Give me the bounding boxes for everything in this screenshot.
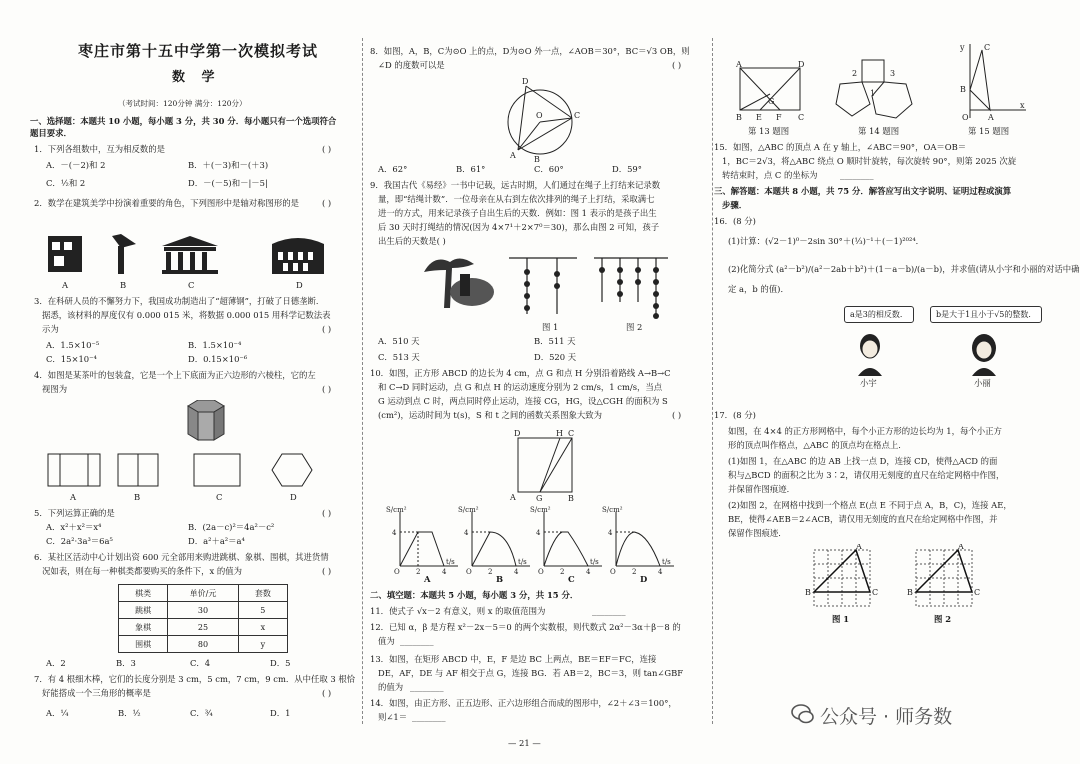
q6-line-1: 6．某社区活动中心计划出资 600 元全部用来购进跳棋、象棋、围棋，其进货情 (34, 552, 329, 562)
q2-label-a: A (62, 280, 69, 290)
q16-part-2: (2)化简分式 (a²－b²)/(a²－2ab＋b²)＋(1－a－b)/(a－b)，并求值(请从小宇和小丽的对话中确 (728, 264, 1080, 274)
q10-line-1: 10．如图，正方形 ABCD 的边长为 4 cm，点 G 和点 H 分别沿着路线 A→B→C (370, 368, 671, 378)
q17-fig2-caption: 图 2 (934, 614, 952, 624)
q14-line-2: 则∠1＝ (378, 712, 408, 722)
column-divider (362, 38, 363, 724)
axis-label: t/s (518, 558, 527, 566)
q14-figure-caption: 第 14 题图 (858, 126, 900, 136)
q9-line-3: 进一的方式，用来记录孩子自出生后的天数．例如：图 1 表示的是孩子出生 (378, 208, 657, 218)
q5-paren: ( ) (322, 508, 332, 518)
q3-line-1: 3．在科研人员的不懈努力下，我国成功制造出了“超薄钢”，打破了日德垄断． (34, 296, 325, 306)
q7-option-a: A．¼ (46, 708, 69, 718)
q15-figure-caption: 第 15 题图 (968, 126, 1010, 136)
subject-title: 数 学 (172, 70, 221, 85)
point-label: F (776, 113, 782, 122)
section3-heading-2: 步骤． (722, 200, 748, 210)
axis-label: S/cm² (386, 506, 407, 514)
point-label: A (856, 544, 862, 551)
tick-label: 4 (658, 568, 663, 576)
speech-bubble-xiaoyu: a是3的相反数． (844, 306, 914, 323)
q17-grid-figure-2 (904, 544, 986, 614)
tick-label: 2 (488, 568, 493, 576)
q9-line-4: 后 30 天时打绳结的情况(因为 4×7¹＋2×7⁰＝30)，那么由图 2 可知，孩子 (378, 222, 660, 232)
temple-icon (162, 236, 218, 274)
q17-grid-figure-1 (802, 544, 884, 614)
q15-line-1: 15．如图，△ABC 的顶点 A 在 y 轴上，∠ABC＝90°，OA＝OB＝ (714, 142, 967, 152)
girl-avatar (966, 332, 1002, 376)
q9-line-1: 9．我国古代《易经》一书中记载，远古时期，人们通过在绳子上打结来记录数 (370, 180, 661, 190)
q11-blank[interactable]: ________ (592, 606, 626, 616)
building-a-icon (48, 236, 82, 272)
q16-part-1: (1)计算：(√2－1)⁰－2sin 30°＋(⅓)⁻¹＋(－1)²⁰²⁴． (728, 236, 925, 246)
colosseum-icon (272, 238, 324, 274)
q2-stem: 2．数学在建筑美学中扮演着重要的角色，下列图形中是轴对称图形的是 (34, 198, 299, 208)
q7-line-2: 好能搭成一个三角形的概率是 (42, 688, 151, 698)
q13-line-1: 13．如图，在矩形 ABCD 中，E，F 是边 BC 上两点，BE＝EF＝FC，连接 (370, 654, 657, 664)
q4-line-2: 视图为 (42, 384, 68, 394)
q10-graph-b (456, 506, 536, 576)
knot-rope-figure-2 (592, 252, 672, 324)
q3-option-d: D．0.15×10⁻⁶ (188, 354, 248, 364)
point-label: G (536, 494, 543, 502)
table-cell: y (238, 636, 287, 653)
q17-line-4: 积与△BCD 的面积之比为 3∶2，请仅用无刻度的直尺在给定网格中作图， (728, 470, 1005, 480)
table-header: 套数 (238, 585, 287, 602)
q3-line-2: 据悉，该材料的厚度仅有 0.000 015 米，将数据 0.000 015 用科学记数法表 (42, 310, 331, 320)
q16-part-2-cont: 定 a，b 的值)． (728, 284, 789, 294)
q17-line-6: (2)如图 2，在网格中找到一个格点 E(点 E 不同于点 A，B，C)，连接 AE， (728, 500, 1012, 510)
q6-option-d: D．5 (270, 658, 291, 668)
point-label: C (872, 588, 879, 597)
point-label: G (768, 97, 775, 106)
tick-label: O (394, 568, 400, 576)
q14-line-1: 14．如图，由正方形、正五边形、正六边形组合而成的图形中，∠2＋∠3＝100°， (370, 698, 677, 708)
point-label: B (907, 588, 913, 597)
point-label: C (984, 43, 991, 52)
point-label: O (536, 111, 543, 120)
axis-label: S/cm² (602, 506, 623, 514)
knot-rope-figure-1 (505, 252, 585, 322)
q10-square-figure (506, 426, 586, 502)
point-label: B (568, 494, 574, 502)
axis-label: S/cm² (530, 506, 551, 514)
q1-option-a: A．－(－2)和 2 (46, 160, 106, 170)
q5-option-b: B．(2a－c)²＝4a²－c² (188, 522, 275, 532)
q8-line-1: 8．如图，A，B，C为⊙O 上的点，D为⊙O 外一点，∠AOB＝30°，BC＝√3 OB，则 (370, 46, 690, 56)
point-label: B (805, 588, 811, 597)
q1-option-b: B．＋(－3)和－(＋3) (188, 160, 269, 170)
q6-paren: ( ) (322, 566, 332, 576)
q8-option-d: D．59° (612, 164, 642, 174)
axis-label: x (1020, 101, 1025, 110)
point-label: A (736, 60, 742, 69)
q3-option-c: C．15×10⁻⁴ (46, 354, 97, 364)
q8-paren: ( ) (672, 60, 682, 70)
q9-fig1-caption: 图 1 (542, 322, 559, 332)
q9-option-c: C．513 天 (378, 352, 420, 362)
q3-option-b: B．1.5×10⁻⁴ (188, 340, 242, 350)
q13-line-3: 的值为 (378, 682, 404, 692)
table-row (119, 636, 288, 653)
table-cell: 80 (168, 636, 238, 653)
q17-fig1-caption: 图 1 (832, 614, 850, 624)
q13-figure-caption: 第 13 题图 (748, 126, 790, 136)
section2-heading: 二、填空题：本题共 5 小题，每小题 3 分，共 15 分． (370, 590, 579, 600)
q5-option-a: A．x²＋x²＝x⁴ (46, 522, 102, 532)
table-header: 棋类 (119, 585, 168, 602)
q5-option-c: C．2a²·3a³＝6a⁵ (46, 536, 113, 546)
page-title: 枣庄市第十五中学第一次模拟考试 (78, 42, 319, 60)
q10-label-b: B (496, 574, 504, 584)
q9-option-b: B．511 天 (534, 336, 576, 346)
point-label: C (974, 588, 981, 597)
q15-line-2: 1，BC＝2√3，将△ABC 绕点 O 顺时针旋转，每次旋转 90°，则第 2025 次旋 (722, 156, 1017, 166)
q17-line-7: BE，使得∠AEB＝2∠ACB，请仅用无刻度的直尺在给定网格中作图，并 (728, 514, 998, 524)
section1-heading-2: 题目要求． (30, 128, 72, 138)
q10-paren: ( ) (672, 410, 682, 420)
exam-meta: （考试时间：120分钟 满分：120分） (118, 99, 247, 108)
tick-label: 4 (464, 529, 469, 537)
q10-label-c: C (568, 574, 575, 584)
tick-label: 4 (514, 568, 519, 576)
q17-line-3: (1)如图 1，在△ABC 的边 AB 上找一点 D，连接 CD，使得△ACD 的面 (728, 456, 998, 466)
table-cell: x (238, 619, 287, 636)
q4-line-1: 4．如图是某茶叶的包装盒，它是一个上下底面为正六边形的六棱柱，它的左 (34, 370, 316, 380)
q9-line-5: 出生后的天数是( ) (378, 236, 446, 246)
table-cell: 围棋 (119, 636, 168, 653)
name-xiaoyu: 小宇 (860, 378, 877, 388)
q10-graph-a (384, 506, 464, 576)
q10-label-a: A (424, 574, 431, 584)
q1-paren: ( ) (322, 144, 332, 154)
q10-graph-d (600, 506, 680, 576)
point-label: C (574, 111, 581, 120)
point-label: O (962, 113, 969, 122)
point-label: 3 (890, 69, 896, 78)
table-cell: 象棋 (119, 619, 168, 636)
section3-heading: 三、解答题：本题共 8 小题，共 75 分．解答应写出文字说明、证明过程或演算 (714, 186, 1012, 196)
point-label: C (568, 429, 575, 438)
q4-label-a: A (70, 492, 77, 502)
q8-line-2: ∠D 的度数可以是 (378, 60, 445, 70)
table-row (119, 585, 288, 602)
q4-label-b: B (134, 492, 141, 502)
tick-label: 4 (586, 568, 591, 576)
tick-label: 2 (560, 568, 565, 576)
q14-blank[interactable]: ________ (412, 712, 446, 722)
name-xiaoli: 小丽 (974, 378, 991, 388)
tick-label: O (466, 568, 472, 576)
q9-option-a: A．510 天 (378, 336, 420, 346)
q13-line-2: DE，AF，DE 与 AF 相交于点 G，连接 BG．若 AB＝2，BC＝3，则 tan∠GBF (378, 668, 684, 678)
q7-option-b: B．½ (118, 708, 141, 718)
wechat-icon (790, 702, 816, 726)
axis-label: t/s (662, 558, 671, 566)
q10-line-4: (cm²)，运动时间为 t(s)，S 和 t 之间的函数关系图象大致为 (378, 410, 602, 420)
q12-line-1: 12．已知 α，β 是方程 x²－2x－5＝0 的两个实数根，则代数式 2α²－3α＋β－8 的 (370, 622, 681, 632)
point-label: A (988, 113, 994, 122)
q3-paren: ( ) (322, 324, 332, 334)
tick-label: O (610, 568, 616, 576)
q8-option-c: C．60° (534, 164, 564, 174)
q6-table (118, 584, 288, 653)
tick-label: 2 (416, 568, 421, 576)
windmill-icon (106, 234, 136, 274)
q8-option-a: A．62° (378, 164, 408, 174)
q1-option-d: D．－(－5)和－|－5| (188, 178, 268, 188)
q8-option-b: B．61° (456, 164, 486, 174)
q17-line-8: 保留作图痕迹． (728, 528, 787, 538)
speech-bubble-xiaoli: b是大于1且小于√5的整数． (930, 306, 1042, 323)
tick-label: 4 (536, 529, 541, 537)
tick-label: 4 (608, 529, 613, 537)
q4-label-d: D (290, 492, 297, 502)
table-cell: 25 (168, 619, 238, 636)
q15-blank[interactable]: ________ (840, 170, 874, 180)
point-label: A (510, 493, 516, 502)
q6-option-b: B．3 (116, 658, 136, 668)
watermark-text: 公众号 · 师务数 (820, 706, 953, 728)
q12-blank[interactable]: ________ (400, 636, 434, 646)
point-label: E (756, 113, 762, 122)
q2-label-c: C (188, 280, 195, 290)
table-row (119, 602, 288, 619)
point-label: A (510, 151, 516, 160)
point-label: B (960, 85, 966, 94)
q9-line-2: 量，即“结绳计数”．一位母亲在从右到左依次排列的绳子上打结，采取满七 (378, 194, 655, 204)
q17-line-5: 并保留作图痕迹． (728, 484, 795, 494)
point-label: D (798, 60, 805, 69)
point-label: 1 (870, 89, 876, 98)
point-label: A (958, 544, 964, 551)
point-label: 2 (852, 69, 858, 78)
hexagonal-prism-figure (180, 400, 230, 444)
q2-building-figures (40, 230, 330, 278)
q4-paren: ( ) (322, 384, 332, 394)
q7-paren: ( ) (322, 688, 332, 698)
tick-label: 4 (442, 568, 447, 576)
q12-line-2: 值为 (378, 636, 395, 646)
q11-line-1: 11．使式子 √x－2 有意义，则 x 的取值范围为 (370, 606, 546, 616)
table-header: 单价/元 (168, 585, 238, 602)
axis-label: y (960, 43, 965, 52)
table-cell: 跳棋 (119, 602, 168, 619)
point-label: D (514, 429, 521, 438)
q17-heading: 17．(8 分) (714, 410, 756, 420)
q6-option-a: A．2 (46, 658, 66, 668)
q1-stem: 1．下列各组数中，互为相反数的是 (34, 144, 165, 154)
q5-stem: 5．下列运算正确的是 (34, 508, 115, 518)
page-number: — 21 — (508, 738, 541, 748)
q15-line-3: 转结束时，点 C 的坐标为 (722, 170, 818, 180)
q9-option-d: D．520 天 (534, 352, 577, 362)
table-cell: 5 (238, 602, 287, 619)
q13-blank[interactable]: ________ (410, 682, 444, 692)
boy-avatar (852, 332, 888, 376)
q17-line-2: 形的顶点叫作格点，△ABC 的顶点均在格点上． (728, 440, 907, 450)
axis-label: S/cm² (458, 506, 479, 514)
q4-label-c: C (216, 492, 223, 502)
point-label: H (556, 429, 563, 438)
tick-label: 4 (392, 529, 397, 537)
table-row (119, 619, 288, 636)
column-divider (712, 38, 713, 724)
table-cell: 30 (168, 602, 238, 619)
axis-label: t/s (446, 558, 455, 566)
q1-option-c: C．½和 2 (46, 178, 86, 188)
point-label: C (798, 113, 805, 122)
point-label: B (534, 155, 540, 164)
tree-illustration-icon (420, 252, 500, 310)
q6-line-2: 况如表，则在每一种棋类都要购买的条件下，x 的值为 (42, 566, 243, 576)
q7-option-c: C．¾ (190, 708, 213, 718)
q16-heading: 16．(8 分) (714, 216, 756, 226)
q10-line-3: G 运动到点 C 时，两点同时停止运动，连接 CG，HG，设△CGH 的面积为 S (378, 396, 668, 406)
q10-label-d: D (640, 574, 648, 584)
tick-label: O (538, 568, 544, 576)
q2-label-d: D (296, 280, 303, 290)
q3-line-3: 示为 (42, 324, 59, 334)
q14-polygon-figure (832, 56, 916, 124)
q17-line-1: 如图，在 4×4 的正方形网格中，每个小正方形的边长均为 1，每个小正方 (728, 426, 1002, 436)
q9-fig2-caption: 图 2 (626, 322, 643, 332)
q10-graph-c (528, 506, 608, 576)
section1-heading: 一、选择题：本题共 10 小题，每小题 3 分，共 30 分．每小题只有一个选项符合 (30, 116, 337, 126)
axis-label: t/s (590, 558, 599, 566)
tick-label: 2 (632, 568, 637, 576)
q4-view-options (44, 452, 324, 492)
point-label: B (736, 113, 742, 122)
q6-option-c: C．4 (190, 658, 211, 668)
q7-line-1: 7．有 4 根细木棒，它们的长度分别是 3 cm，5 cm，7 cm，9 cm．从中任取 3 根恰 (34, 674, 356, 684)
point-label: D (522, 77, 529, 86)
q13-rectangle-figure (732, 60, 812, 124)
q7-option-d: D．1 (270, 708, 291, 718)
q2-paren: ( ) (322, 198, 332, 208)
q15-coordinate-figure (956, 40, 1030, 122)
q5-option-d: D．a²＋a²＝a⁴ (188, 536, 245, 546)
q8-circle-figure (500, 74, 590, 164)
q3-option-a: A．1.5×10⁻⁵ (46, 340, 100, 350)
q2-label-b: B (120, 280, 127, 290)
q10-line-2: 和 C→D 同时运动，点 G 和点 H 的运动速度分别为 2 cm/s，1 cm/s，当点 (378, 382, 663, 392)
